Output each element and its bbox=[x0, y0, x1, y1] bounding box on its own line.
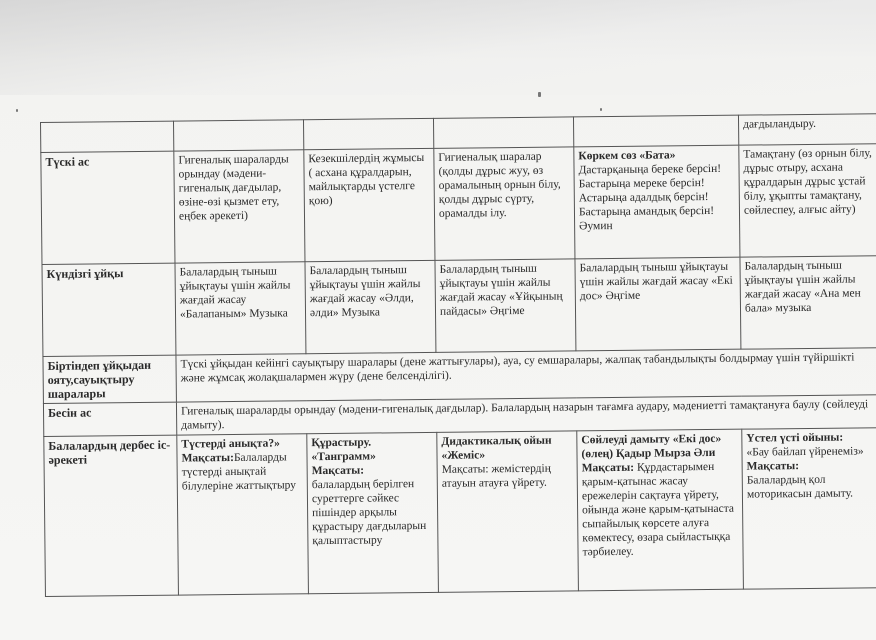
schedule-table bbox=[40, 113, 876, 597]
table-cell bbox=[437, 431, 579, 592]
table-cell bbox=[742, 428, 876, 589]
cell-title: Түстерді анықта?» bbox=[181, 437, 280, 451]
row-header: Біртіндеп ұйқыдан ояту,сауықтыру шаралары bbox=[43, 355, 176, 403]
dust-speck bbox=[600, 108, 602, 111]
cell-text: балалардың берілген суреттерге сәйкес пішіндер арқылы құрастыру дағдыларын қалыптастыру bbox=[311, 478, 427, 548]
table-cell bbox=[173, 120, 303, 151]
table-cell: Балалардың тыныш ұйықтауы үшін жайлы жағдай жасау «Әлди, әлди» Музыка bbox=[305, 260, 436, 353]
cell-text: Құрдастарымен қарым-қатынас жасау ережелерін сақтауға үйрету, ойында және қарым-қатынаста сыпайылық көрсете алуға көмектесу, өзара сыйластыққа тәрбиелеу. bbox=[581, 460, 735, 559]
table-cell: Түскі ұйқыдан кейінгі сауықтыру шаралары (дене жаттығулары), ауа, су емшаралары, жалпақ табандылықты болдырмау үшін түйіршікті және жұмсақ жолақшалармен жүру (дене белсенділігі). bbox=[176, 348, 876, 402]
dust-speck bbox=[16, 109, 18, 112]
table-row bbox=[41, 144, 876, 265]
cell-text: Балаларды түстерді анықтай білулеріне жаттықтыру bbox=[181, 451, 297, 493]
table-cell: Гигеналық шараларды орындау (мәдени-гигеналық дағдылар). Балалардың назарын тағамға аудару, мәдениетті тамақтануға баулу (сөйлеуді дамыту). bbox=[176, 395, 876, 435]
schedule-table-wrapper bbox=[40, 113, 876, 597]
dust-speck bbox=[538, 92, 541, 97]
cell-subtitle: «Бау байлап үйренеміз» bbox=[746, 445, 864, 459]
cell-title: Дидактикалық ойын «Жеміс» bbox=[441, 434, 552, 462]
table-cell: Балалардың тыныш ұйықтауы үшін жайлы жағдай жасау «Екі дос» Әңгіме bbox=[575, 257, 741, 351]
cell-lead: Мақсаты: bbox=[746, 460, 800, 473]
page-fold-shadow bbox=[0, 0, 876, 95]
table-cell: Балалардың тыныш ұйықтауы үшін жайлы жағдай жасау «Балапаным» Музыка bbox=[175, 262, 306, 355]
table-cell bbox=[177, 434, 309, 595]
table-cell: Кезекшілердің жұмысы ( асхана құралдарын, майлықтарды үстелге қою) bbox=[304, 148, 435, 261]
table-row bbox=[42, 256, 876, 357]
cell-text: Балалардың қол моторикасын дамыту. bbox=[746, 473, 854, 501]
cell-text: Дастарқаныңа береке берсін! Бастарыңа мереке берсін! Астарыңа адалдық берсін! Бастарыңа амандық берсін! Әумин bbox=[578, 162, 722, 233]
table-cell bbox=[738, 114, 876, 145]
row-header: Бесін ас bbox=[43, 402, 176, 436]
cell-text: дағдыландыру. bbox=[743, 117, 817, 131]
cell-title: Үстел үсті ойыны: bbox=[746, 431, 844, 445]
table-cell: Балалардың тыныш ұйықтауы үшін жайлы жағдай жасау «Ана мен бала» музыка bbox=[740, 256, 876, 349]
cell-lead: Мақсаты: bbox=[181, 451, 234, 465]
table-cell bbox=[433, 117, 573, 148]
row-header: Балалардың дербес іс-әрекеті bbox=[44, 435, 179, 596]
table-row bbox=[44, 428, 876, 597]
table-cell: Гигеналық шараларды орындау (мәдени-гигеналық дағдылар, өзіне-өзі қызмет ету, еңбек әрекеті) bbox=[174, 150, 305, 263]
cell-lead: Мақсаты: bbox=[311, 464, 365, 478]
row-header: Түскі ас bbox=[41, 151, 175, 264]
cell-text: Мақсаты: жемістердің атауын атауға үйрету. bbox=[441, 462, 551, 490]
cell-title: Көркем сөз «Бата» bbox=[578, 149, 676, 163]
table-cell bbox=[573, 115, 738, 147]
cell-title: Сөйлеуді дамыту «Екі дос» (өлең) Қадыр Мырза Әли bbox=[581, 432, 722, 461]
table-cell bbox=[577, 429, 744, 591]
table-cell: Тамақтану (өз орнын білу, дұрыс отыру, асхана құралдарын дұрыс ұстай білу, ұқыпты тамақтану, сөйлеспеу, алғыс айту) bbox=[739, 144, 876, 257]
table-cell: Балалардың тыныш ұйықтауы үшін жайлы жағдай жасау «Ұйқының пайдасы» Әңгіме bbox=[435, 259, 576, 352]
row-header: Күндізгі ұйқы bbox=[42, 263, 176, 356]
table-cell bbox=[303, 118, 433, 149]
cell-lead: Мақсаты: bbox=[581, 461, 635, 475]
table-cell bbox=[41, 121, 174, 152]
cell-title: Құрастыру. «Танграмм» bbox=[311, 436, 376, 464]
table-cell: Гигиеналық шаралар (қолды дұрыс жуу, өз орамалының орнын білу, қолды дұрыс сүрту, орамалды ілу. bbox=[434, 147, 575, 260]
table-cell bbox=[574, 145, 740, 259]
table-cell bbox=[307, 432, 439, 593]
